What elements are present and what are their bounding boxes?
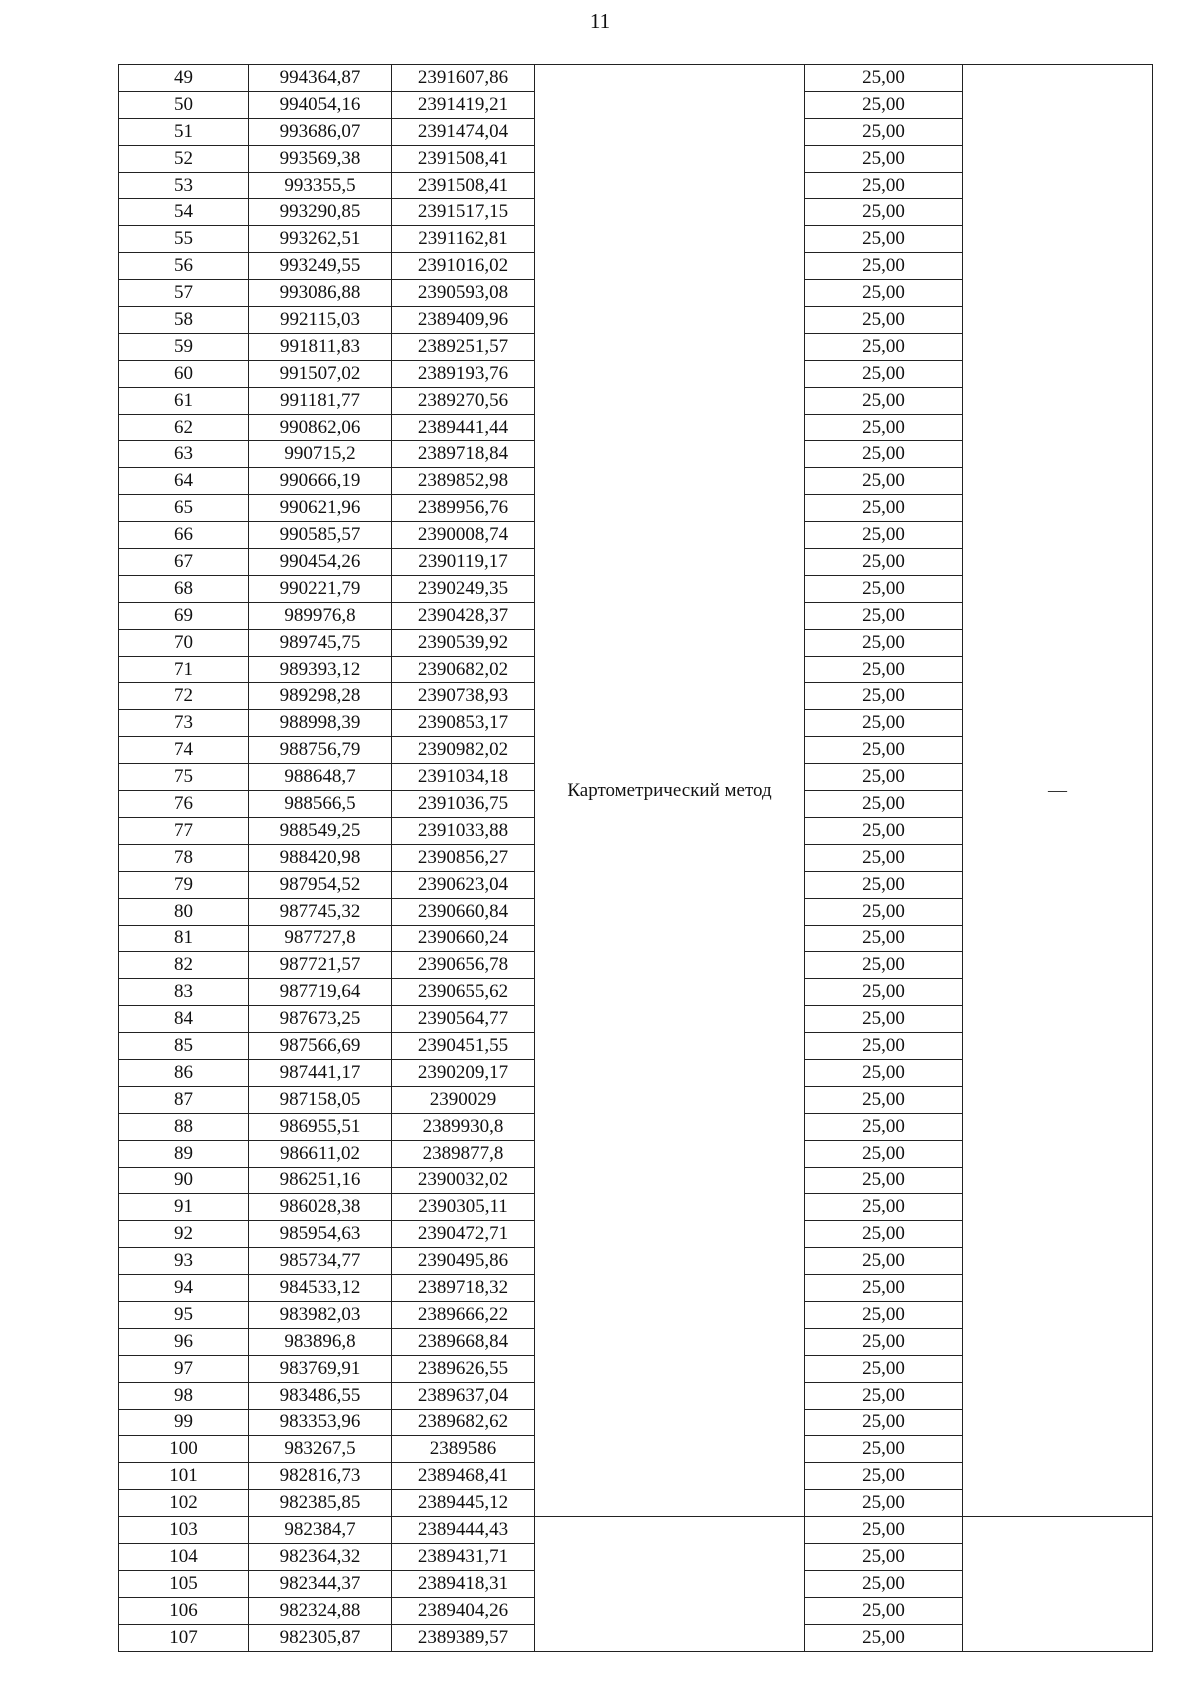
x-coordinate-cell: 984533,12: [249, 1275, 392, 1302]
accuracy-cell: 25,00: [805, 1301, 963, 1328]
y-coordinate-cell: 2390451,55: [392, 1033, 535, 1060]
point-number-cell: 69: [119, 602, 249, 629]
point-number-cell: 80: [119, 898, 249, 925]
x-coordinate-cell: 987721,57: [249, 952, 392, 979]
x-coordinate-cell: 987727,8: [249, 925, 392, 952]
accuracy-cell: 25,00: [805, 145, 963, 172]
point-number-cell: 78: [119, 844, 249, 871]
x-coordinate-cell: 993290,85: [249, 199, 392, 226]
accuracy-cell: 25,00: [805, 1113, 963, 1140]
y-coordinate-cell: 2390008,74: [392, 522, 535, 549]
point-number-cell: 67: [119, 549, 249, 576]
accuracy-cell: 25,00: [805, 65, 963, 92]
y-coordinate-cell: 2389877,8: [392, 1140, 535, 1167]
accuracy-cell: 25,00: [805, 333, 963, 360]
x-coordinate-cell: 993086,88: [249, 280, 392, 307]
y-coordinate-cell: 2390660,24: [392, 925, 535, 952]
x-coordinate-cell: 991181,77: [249, 387, 392, 414]
x-coordinate-cell: 985734,77: [249, 1248, 392, 1275]
point-number-cell: 101: [119, 1463, 249, 1490]
x-coordinate-cell: 991811,83: [249, 333, 392, 360]
y-coordinate-cell: 2389626,55: [392, 1355, 535, 1382]
x-coordinate-cell: 983769,91: [249, 1355, 392, 1382]
y-coordinate-cell: 2390209,17: [392, 1059, 535, 1086]
x-coordinate-cell: 983353,96: [249, 1409, 392, 1436]
point-number-cell: 62: [119, 414, 249, 441]
accuracy-cell: 25,00: [805, 952, 963, 979]
accuracy-cell: 25,00: [805, 710, 963, 737]
accuracy-cell: 25,00: [805, 360, 963, 387]
y-coordinate-cell: 2390032,02: [392, 1167, 535, 1194]
accuracy-cell: 25,00: [805, 118, 963, 145]
x-coordinate-cell: 990454,26: [249, 549, 392, 576]
accuracy-cell: 25,00: [805, 1275, 963, 1302]
y-coordinate-cell: 2389586: [392, 1436, 535, 1463]
point-number-cell: 50: [119, 91, 249, 118]
accuracy-cell: 25,00: [805, 91, 963, 118]
point-number-cell: 53: [119, 172, 249, 199]
point-number-cell: 55: [119, 226, 249, 253]
point-number-cell: 57: [119, 280, 249, 307]
x-coordinate-cell: 993569,38: [249, 145, 392, 172]
y-coordinate-cell: 2389956,76: [392, 495, 535, 522]
point-number-cell: 74: [119, 737, 249, 764]
point-number-cell: 72: [119, 683, 249, 710]
coordinates-table-body: [119, 65, 1153, 1652]
accuracy-cell: 25,00: [805, 656, 963, 683]
x-coordinate-cell: 988756,79: [249, 737, 392, 764]
y-coordinate-cell: 2390660,84: [392, 898, 535, 925]
y-coordinate-cell: 2389251,57: [392, 333, 535, 360]
point-number-cell: 94: [119, 1275, 249, 1302]
accuracy-cell: 25,00: [805, 280, 963, 307]
accuracy-cell: 25,00: [805, 683, 963, 710]
y-coordinate-cell: 2390564,77: [392, 1006, 535, 1033]
y-coordinate-cell: 2389637,04: [392, 1382, 535, 1409]
y-coordinate-cell: 2390623,04: [392, 871, 535, 898]
point-number-cell: 56: [119, 253, 249, 280]
point-number-cell: 87: [119, 1086, 249, 1113]
y-coordinate-cell: 2389193,76: [392, 360, 535, 387]
point-number-cell: 76: [119, 791, 249, 818]
point-number-cell: 79: [119, 871, 249, 898]
accuracy-cell: 25,00: [805, 817, 963, 844]
y-coordinate-cell: 2390982,02: [392, 737, 535, 764]
y-coordinate-cell: 2390472,71: [392, 1221, 535, 1248]
y-coordinate-cell: 2389682,62: [392, 1409, 535, 1436]
point-number-cell: 99: [119, 1409, 249, 1436]
accuracy-cell: 25,00: [805, 1436, 963, 1463]
accuracy-cell: 25,00: [805, 1221, 963, 1248]
y-coordinate-cell: 2390738,93: [392, 683, 535, 710]
coordinates-table: [118, 64, 1153, 1652]
accuracy-cell: 25,00: [805, 387, 963, 414]
x-coordinate-cell: 986955,51: [249, 1113, 392, 1140]
x-coordinate-cell: 987719,64: [249, 979, 392, 1006]
accuracy-cell: 25,00: [805, 1167, 963, 1194]
y-coordinate-cell: 2391034,18: [392, 764, 535, 791]
y-coordinate-cell: 2389389,57: [392, 1624, 535, 1651]
x-coordinate-cell: 987745,32: [249, 898, 392, 925]
accuracy-cell: 25,00: [805, 602, 963, 629]
x-coordinate-cell: 982384,7: [249, 1517, 392, 1544]
point-number-cell: 88: [119, 1113, 249, 1140]
accuracy-cell: 25,00: [805, 1517, 963, 1544]
x-coordinate-cell: 990621,96: [249, 495, 392, 522]
accuracy-cell: 25,00: [805, 1624, 963, 1651]
y-coordinate-cell: 2389270,56: [392, 387, 535, 414]
accuracy-cell: 25,00: [805, 441, 963, 468]
point-number-cell: 84: [119, 1006, 249, 1033]
x-coordinate-cell: 994364,87: [249, 65, 392, 92]
y-coordinate-cell: 2390853,17: [392, 710, 535, 737]
description-dash-cell: —: [963, 65, 1153, 1517]
point-number-cell: 83: [119, 979, 249, 1006]
x-coordinate-cell: 983982,03: [249, 1301, 392, 1328]
x-coordinate-cell: 982816,73: [249, 1463, 392, 1490]
accuracy-cell: 25,00: [805, 764, 963, 791]
y-coordinate-cell: 2389930,8: [392, 1113, 535, 1140]
accuracy-cell: 25,00: [805, 1597, 963, 1624]
accuracy-cell: 25,00: [805, 1194, 963, 1221]
x-coordinate-cell: 988549,25: [249, 817, 392, 844]
x-coordinate-cell: 987158,05: [249, 1086, 392, 1113]
x-coordinate-cell: 993262,51: [249, 226, 392, 253]
x-coordinate-cell: 987954,52: [249, 871, 392, 898]
x-coordinate-cell: 988998,39: [249, 710, 392, 737]
accuracy-cell: 25,00: [805, 495, 963, 522]
method-cell: Картометрический метод: [535, 65, 805, 1517]
y-coordinate-cell: 2390495,86: [392, 1248, 535, 1275]
point-number-cell: 81: [119, 925, 249, 952]
y-coordinate-cell: 2391517,15: [392, 199, 535, 226]
x-coordinate-cell: 986611,02: [249, 1140, 392, 1167]
x-coordinate-cell: 986028,38: [249, 1194, 392, 1221]
point-number-cell: 63: [119, 441, 249, 468]
y-coordinate-cell: 2390249,35: [392, 575, 535, 602]
accuracy-cell: 25,00: [805, 1328, 963, 1355]
y-coordinate-cell: 2389718,32: [392, 1275, 535, 1302]
x-coordinate-cell: 983486,55: [249, 1382, 392, 1409]
point-number-cell: 91: [119, 1194, 249, 1221]
y-coordinate-cell: 2389444,43: [392, 1517, 535, 1544]
y-coordinate-cell: 2390682,02: [392, 656, 535, 683]
y-coordinate-cell: 2389718,84: [392, 441, 535, 468]
accuracy-cell: 25,00: [805, 979, 963, 1006]
accuracy-cell: 25,00: [805, 925, 963, 952]
accuracy-cell: 25,00: [805, 575, 963, 602]
y-coordinate-cell: 2390655,62: [392, 979, 535, 1006]
page-number: 11: [589, 9, 611, 33]
x-coordinate-cell: 987673,25: [249, 1006, 392, 1033]
point-number-cell: 66: [119, 522, 249, 549]
accuracy-cell: 25,00: [805, 468, 963, 495]
point-number-cell: 71: [119, 656, 249, 683]
point-number-cell: 89: [119, 1140, 249, 1167]
accuracy-cell: 25,00: [805, 844, 963, 871]
y-coordinate-cell: 2389404,26: [392, 1597, 535, 1624]
y-coordinate-cell: 2390656,78: [392, 952, 535, 979]
point-number-cell: 65: [119, 495, 249, 522]
point-number-cell: 85: [119, 1033, 249, 1060]
x-coordinate-cell: 993249,55: [249, 253, 392, 280]
y-coordinate-cell: 2391419,21: [392, 91, 535, 118]
y-coordinate-cell: 2390428,37: [392, 602, 535, 629]
x-coordinate-cell: 990585,57: [249, 522, 392, 549]
point-number-cell: 60: [119, 360, 249, 387]
accuracy-cell: 25,00: [805, 1033, 963, 1060]
accuracy-cell: 25,00: [805, 226, 963, 253]
accuracy-cell: 25,00: [805, 172, 963, 199]
accuracy-cell: 25,00: [805, 737, 963, 764]
point-number-cell: 102: [119, 1490, 249, 1517]
y-coordinate-cell: 2389468,41: [392, 1463, 535, 1490]
point-number-cell: 52: [119, 145, 249, 172]
x-coordinate-cell: 987566,69: [249, 1033, 392, 1060]
y-coordinate-cell: 2389445,12: [392, 1490, 535, 1517]
point-number-cell: 73: [119, 710, 249, 737]
point-number-cell: 98: [119, 1382, 249, 1409]
point-number-cell: 54: [119, 199, 249, 226]
accuracy-cell: 25,00: [805, 1409, 963, 1436]
x-coordinate-cell: 982344,37: [249, 1570, 392, 1597]
y-coordinate-cell: 2390593,08: [392, 280, 535, 307]
accuracy-cell: 25,00: [805, 1059, 963, 1086]
x-coordinate-cell: 988566,5: [249, 791, 392, 818]
point-number-cell: 75: [119, 764, 249, 791]
accuracy-cell: 25,00: [805, 1248, 963, 1275]
x-coordinate-cell: 987441,17: [249, 1059, 392, 1086]
point-number-cell: 59: [119, 333, 249, 360]
point-number-cell: 77: [119, 817, 249, 844]
x-coordinate-cell: 989393,12: [249, 656, 392, 683]
accuracy-cell: 25,00: [805, 1355, 963, 1382]
y-coordinate-cell: 2389418,31: [392, 1570, 535, 1597]
accuracy-cell: 25,00: [805, 307, 963, 334]
accuracy-cell: 25,00: [805, 199, 963, 226]
x-coordinate-cell: 988420,98: [249, 844, 392, 871]
accuracy-cell: 25,00: [805, 1086, 963, 1113]
point-number-cell: 104: [119, 1543, 249, 1570]
y-coordinate-cell: 2390539,92: [392, 629, 535, 656]
x-coordinate-cell: 989298,28: [249, 683, 392, 710]
y-coordinate-cell: 2390029: [392, 1086, 535, 1113]
accuracy-cell: 25,00: [805, 522, 963, 549]
x-coordinate-cell: 982364,32: [249, 1543, 392, 1570]
y-coordinate-cell: 2391508,41: [392, 145, 535, 172]
x-coordinate-cell: 990221,79: [249, 575, 392, 602]
y-coordinate-cell: 2391162,81: [392, 226, 535, 253]
x-coordinate-cell: 985954,63: [249, 1221, 392, 1248]
accuracy-cell: 25,00: [805, 253, 963, 280]
accuracy-cell: 25,00: [805, 898, 963, 925]
y-coordinate-cell: 2390119,17: [392, 549, 535, 576]
x-coordinate-cell: 993355,5: [249, 172, 392, 199]
y-coordinate-cell: 2391474,04: [392, 118, 535, 145]
point-number-cell: 70: [119, 629, 249, 656]
y-coordinate-cell: 2389441,44: [392, 414, 535, 441]
x-coordinate-cell: 988648,7: [249, 764, 392, 791]
point-number-cell: 97: [119, 1355, 249, 1382]
point-number-cell: 107: [119, 1624, 249, 1651]
y-coordinate-cell: 2390305,11: [392, 1194, 535, 1221]
accuracy-cell: 25,00: [805, 1543, 963, 1570]
x-coordinate-cell: 989976,8: [249, 602, 392, 629]
accuracy-cell: 25,00: [805, 414, 963, 441]
point-number-cell: 82: [119, 952, 249, 979]
y-coordinate-cell: 2389852,98: [392, 468, 535, 495]
point-number-cell: 106: [119, 1597, 249, 1624]
accuracy-cell: 25,00: [805, 791, 963, 818]
x-coordinate-cell: 993686,07: [249, 118, 392, 145]
accuracy-cell: 25,00: [805, 1140, 963, 1167]
y-coordinate-cell: 2389666,22: [392, 1301, 535, 1328]
x-coordinate-cell: 994054,16: [249, 91, 392, 118]
accuracy-cell: 25,00: [805, 549, 963, 576]
point-number-cell: 58: [119, 307, 249, 334]
accuracy-cell: 25,00: [805, 1006, 963, 1033]
x-coordinate-cell: 983267,5: [249, 1436, 392, 1463]
point-number-cell: 103: [119, 1517, 249, 1544]
y-coordinate-cell: 2391033,88: [392, 817, 535, 844]
point-number-cell: 68: [119, 575, 249, 602]
point-number-cell: 100: [119, 1436, 249, 1463]
x-coordinate-cell: 982385,85: [249, 1490, 392, 1517]
accuracy-cell: 25,00: [805, 1570, 963, 1597]
method-cell-empty: [535, 1517, 805, 1651]
point-number-cell: 105: [119, 1570, 249, 1597]
description-cell-empty: [963, 1517, 1153, 1651]
x-coordinate-cell: 990862,06: [249, 414, 392, 441]
x-coordinate-cell: 992115,03: [249, 307, 392, 334]
y-coordinate-cell: 2391508,41: [392, 172, 535, 199]
x-coordinate-cell: 982324,88: [249, 1597, 392, 1624]
y-coordinate-cell: 2391607,86: [392, 65, 535, 92]
point-number-cell: 90: [119, 1167, 249, 1194]
accuracy-cell: 25,00: [805, 871, 963, 898]
accuracy-cell: 25,00: [805, 1382, 963, 1409]
x-coordinate-cell: 983896,8: [249, 1328, 392, 1355]
x-coordinate-cell: 986251,16: [249, 1167, 392, 1194]
table-row: [119, 1517, 1153, 1544]
y-coordinate-cell: 2389409,96: [392, 307, 535, 334]
point-number-cell: 51: [119, 118, 249, 145]
accuracy-cell: 25,00: [805, 1463, 963, 1490]
x-coordinate-cell: 991507,02: [249, 360, 392, 387]
point-number-cell: 92: [119, 1221, 249, 1248]
y-coordinate-cell: 2389668,84: [392, 1328, 535, 1355]
x-coordinate-cell: 989745,75: [249, 629, 392, 656]
accuracy-cell: 25,00: [805, 1490, 963, 1517]
point-number-cell: 95: [119, 1301, 249, 1328]
y-coordinate-cell: 2390856,27: [392, 844, 535, 871]
x-coordinate-cell: 982305,87: [249, 1624, 392, 1651]
table-row: [119, 65, 1153, 92]
point-number-cell: 93: [119, 1248, 249, 1275]
x-coordinate-cell: 990715,2: [249, 441, 392, 468]
y-coordinate-cell: 2391016,02: [392, 253, 535, 280]
point-number-cell: 96: [119, 1328, 249, 1355]
point-number-cell: 61: [119, 387, 249, 414]
point-number-cell: 64: [119, 468, 249, 495]
y-coordinate-cell: 2389431,71: [392, 1543, 535, 1570]
y-coordinate-cell: 2391036,75: [392, 791, 535, 818]
accuracy-cell: 25,00: [805, 629, 963, 656]
point-number-cell: 86: [119, 1059, 249, 1086]
x-coordinate-cell: 990666,19: [249, 468, 392, 495]
point-number-cell: 49: [119, 65, 249, 92]
